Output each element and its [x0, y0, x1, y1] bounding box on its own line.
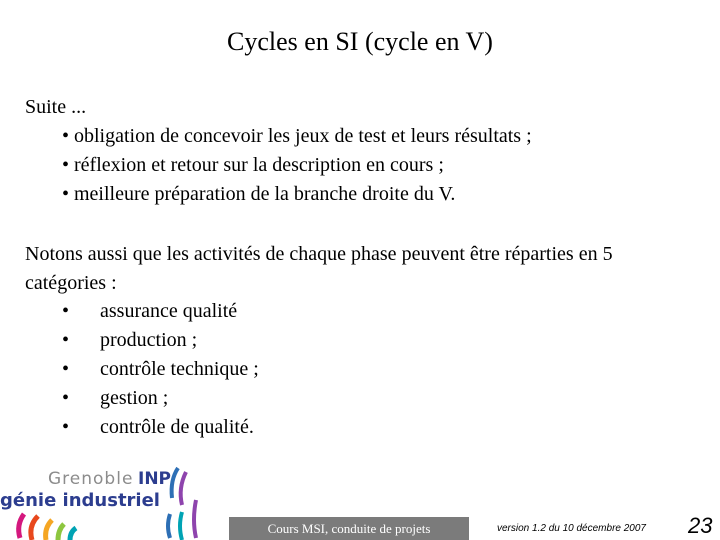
version-footer: version 1.2 du 10 décembre 2007	[497, 523, 646, 534]
logo-grenoble-text: Grenoble	[48, 469, 134, 489]
grenoble-inp-logo	[0, 450, 210, 540]
suite-heading: Suite ...	[25, 96, 87, 118]
logo-inp-text: INP	[138, 469, 172, 489]
category-bullet-1: •	[62, 300, 70, 322]
category-bullet-5: •	[62, 416, 70, 438]
category-item-4: gestion ;	[100, 387, 169, 409]
category-bullet-4: •	[62, 387, 70, 409]
page-number: 23	[688, 513, 713, 538]
category-item-5: contrôle de qualité.	[100, 416, 254, 438]
logo-genie-industriel-text: génie industriel	[0, 490, 160, 511]
slide-title: Cycles en SI (cycle en V)	[227, 27, 493, 56]
notons-paragraph: Notons aussi que les activités de chaque phase peuvent être réparties en 5 catégories :	[25, 243, 613, 294]
suite-bullet-2: • réflexion et retour sur la description en cours ;	[62, 154, 444, 176]
suite-bullet-1: • obligation de concevoir les jeux de test et leurs résultats ;	[62, 125, 532, 147]
category-item-3: contrôle technique ;	[100, 358, 259, 380]
category-bullet-2: •	[62, 329, 70, 351]
course-footer: Cours MSI, conduite de projets	[229, 517, 469, 540]
category-item-1: assurance qualité	[100, 300, 238, 322]
category-bullet-3: •	[62, 358, 70, 380]
suite-bullet-3: • meilleure préparation de la branche droite du V.	[62, 183, 456, 205]
category-item-2: production ;	[100, 329, 198, 351]
